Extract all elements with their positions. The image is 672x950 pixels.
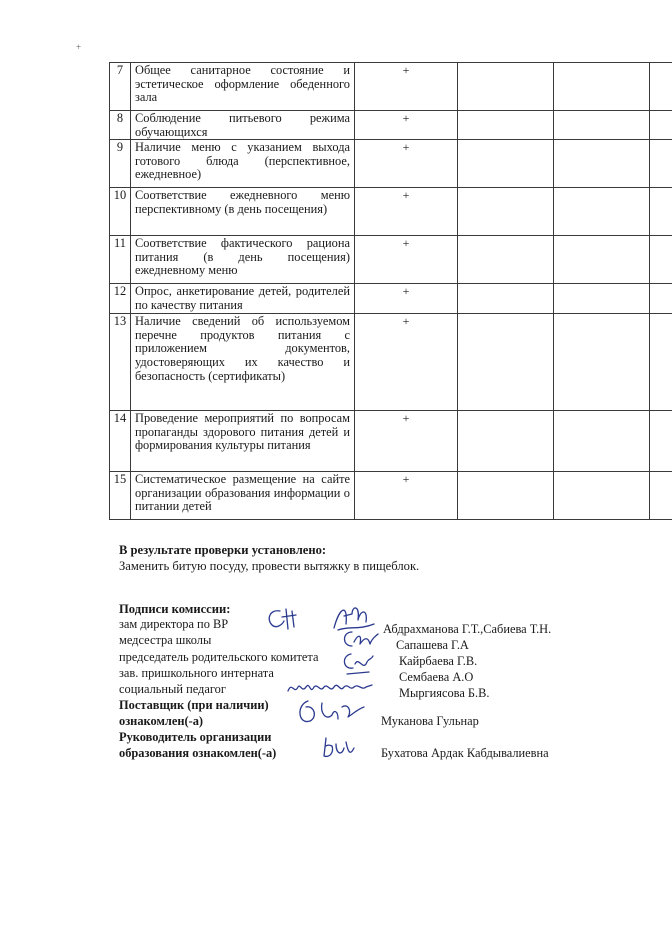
member-name: Мыргиясова Б.В. [399,686,490,700]
check-mark: + [355,236,458,284]
row-number: 8 [110,111,131,140]
table-row [110,314,672,411]
check-mark: + [355,411,458,472]
criterion-text: Наличие меню с указанием выхода готового блюда (перспективное, ежедневное) [131,140,355,188]
criterion-text: Проведение мероприятий по вопросам пропаганды здорового питания детей и формирования культуры питания [131,411,355,472]
check-mark: + [355,63,458,111]
criterion-text: Соответствие фактического рациона питания (в день посещения) ежедневному меню [131,236,355,284]
row-number: 15 [110,472,131,520]
criterion-text: Систематическое размещение на сайте организации образования информации о питании детей [131,472,355,520]
table-row [110,111,672,140]
member-name: Кайрбаева Г.В. [399,654,478,668]
table-row [110,140,672,188]
signature-image [338,626,380,652]
findings-text: Заменить битую посуду, провести вытяжку в пищеблок. [119,559,420,573]
table-row [110,188,672,236]
row-number: 13 [110,314,131,411]
member-name: Сембаева А.О [399,670,474,684]
check-mark: + [355,111,458,140]
criterion-text: Соблюдение питьевого режима обучающихся [131,111,355,140]
supplier-name: Муканова Гульнар [381,714,479,728]
role-boarding-head: зав. пришкольного интерната [119,666,274,680]
table-row [110,236,672,284]
row-number: 14 [110,411,131,472]
supplier-acknowledged-label: ознакомлен(-а) [119,714,204,728]
signature-image [318,734,358,762]
findings-title: В результате проверки установлено: [119,543,327,557]
role-deputy-director: зам директора по ВР [119,617,229,631]
signatures-title: Подписи комиссии: [119,602,231,616]
signature-image [284,677,376,699]
check-mark: + [355,284,458,314]
table-row [110,472,672,520]
head-acknowledged-label: образования ознакомлен(-а) [119,746,277,760]
check-mark: + [355,140,458,188]
criterion-text: Общее санитарное состояние и эстетическое оформление обеденного зала [131,63,355,111]
supplier-label: Поставщик (при наличии) [119,698,269,712]
member-name: Сапашева Г.А [396,638,469,652]
table-row [110,284,672,314]
role-parent-committee-chair: председатель родительского комитета [119,650,319,664]
check-mark: + [355,472,458,520]
row-number: 10 [110,188,131,236]
check-mark: + [355,188,458,236]
role-school-nurse: медсестра школы [119,633,212,647]
role-social-pedagogue: социальный педагог [119,682,226,696]
signature-image [292,697,370,731]
row-number: 12 [110,284,131,314]
scan-mark: + [76,42,82,52]
criterion-text: Наличие сведений об используемом перечне продуктов питания с приложением документов, удостоверяющих их качество и безопасность (сертификаты) [131,314,355,411]
signature-image [262,605,302,635]
head-name: Бухатова Ардак Кабдывалиевна [381,746,549,760]
table-row [110,411,672,472]
row-number: 7 [110,63,131,111]
signature-image [337,650,377,678]
row-number: 11 [110,236,131,284]
row-number: 9 [110,140,131,188]
criterion-text: Соответствие ежедневного меню перспективному (в день посещения) [131,188,355,236]
table-row [110,63,672,111]
check-mark: + [355,314,458,411]
member-name: Абдрахманова Г.Т.,Сабиева Т.Н. [383,622,552,636]
inspection-checklist-table [109,62,672,520]
criterion-text: Опрос, анкетирование детей, родителей по качеству питания [131,284,355,314]
head-label: Руководитель организации [119,730,272,744]
